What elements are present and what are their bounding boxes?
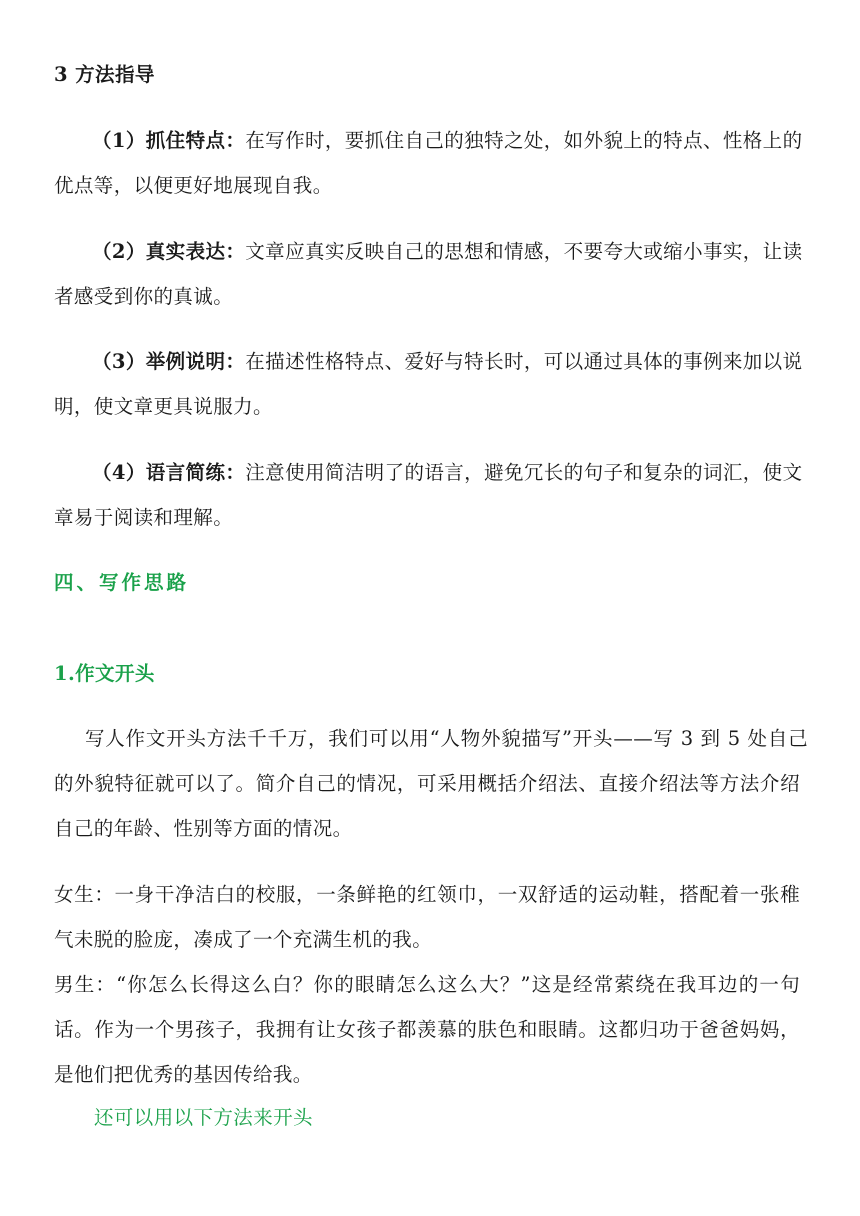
method-item-1-line-1 (92, 128, 803, 154)
section-heading-method-guide: 3 方法指导 (54, 63, 155, 86)
intro-paragraph-line-1: 写人作文开头方法千千万，我们可以用“人物外貌描写”开头——写 3 到 5 处自己 (85, 727, 808, 750)
method-item-3-line-1 (92, 349, 803, 375)
method-item-4-line-1 (92, 460, 803, 486)
method-item-1-line-2: 优点等，以便更好地展现自我。 (54, 174, 333, 197)
intro-paragraph-line-2: 的外貌特征就可以了。简介自己的情况，可采用概括介绍法、直接介绍法等方法介绍 (54, 772, 800, 795)
method-item-4-line-2: 章易于阅读和理解。 (54, 506, 234, 529)
more-openings-note: 还可以用以下方法来开头 (94, 1106, 313, 1129)
girl-example-line-2: 气未脱的脸庞，凑成了一个充满生机的我。 (54, 928, 433, 951)
method-item-3-label: （3）举例说明： (92, 350, 246, 373)
method-item-3-text: 在描述性格特点、爱好与特长时，可以通过具体的事例来加以说 (245, 350, 803, 373)
intro-paragraph-line-3: 自己的年龄、性别等方面的情况。 (54, 817, 353, 840)
method-item-2-line-1 (92, 239, 803, 265)
method-item-3-line-2: 明，使文章更具说服力。 (54, 395, 273, 418)
method-item-1-label: （1）抓住特点： (92, 129, 246, 152)
method-item-1-text: 在写作时，要抓住自己的独特之处，如外貌上的特点、性格上的 (245, 129, 803, 152)
boy-example-line-1: 男生：“你怎么长得这么白？你的眼睛怎么这么大？”这是经常萦绕在我耳边的一句 (54, 973, 800, 996)
boy-example-line-3: 是他们把优秀的基因传给我。 (54, 1063, 313, 1086)
method-item-2-text: 文章应真实反映自己的思想和情感，不要夸大或缩小事实，让读 (245, 240, 803, 263)
girl-example-line-1: 女生：一身干净洁白的校服，一条鲜艳的红领巾，一双舒适的运动鞋，搭配着一张稚 (54, 883, 800, 906)
method-item-4-label: （4）语言简练： (92, 461, 246, 484)
method-item-2-line-2: 者感受到你的真诚。 (54, 285, 234, 308)
method-item-4-text: 注意使用简洁明了的语言，避免冗长的句子和复杂的词汇，使文 (245, 461, 803, 484)
method-item-2-label: （2）真实表达： (92, 240, 246, 263)
section-heading-writing-ideas: 四、写作思路 (54, 571, 190, 594)
subheading-essay-opening: 1.作文开头 (54, 662, 155, 685)
boy-example-line-2: 话。作为一个男孩子，我拥有让女孩子都羡慕的肤色和眼睛。这都归功于爸爸妈妈， (54, 1018, 800, 1041)
